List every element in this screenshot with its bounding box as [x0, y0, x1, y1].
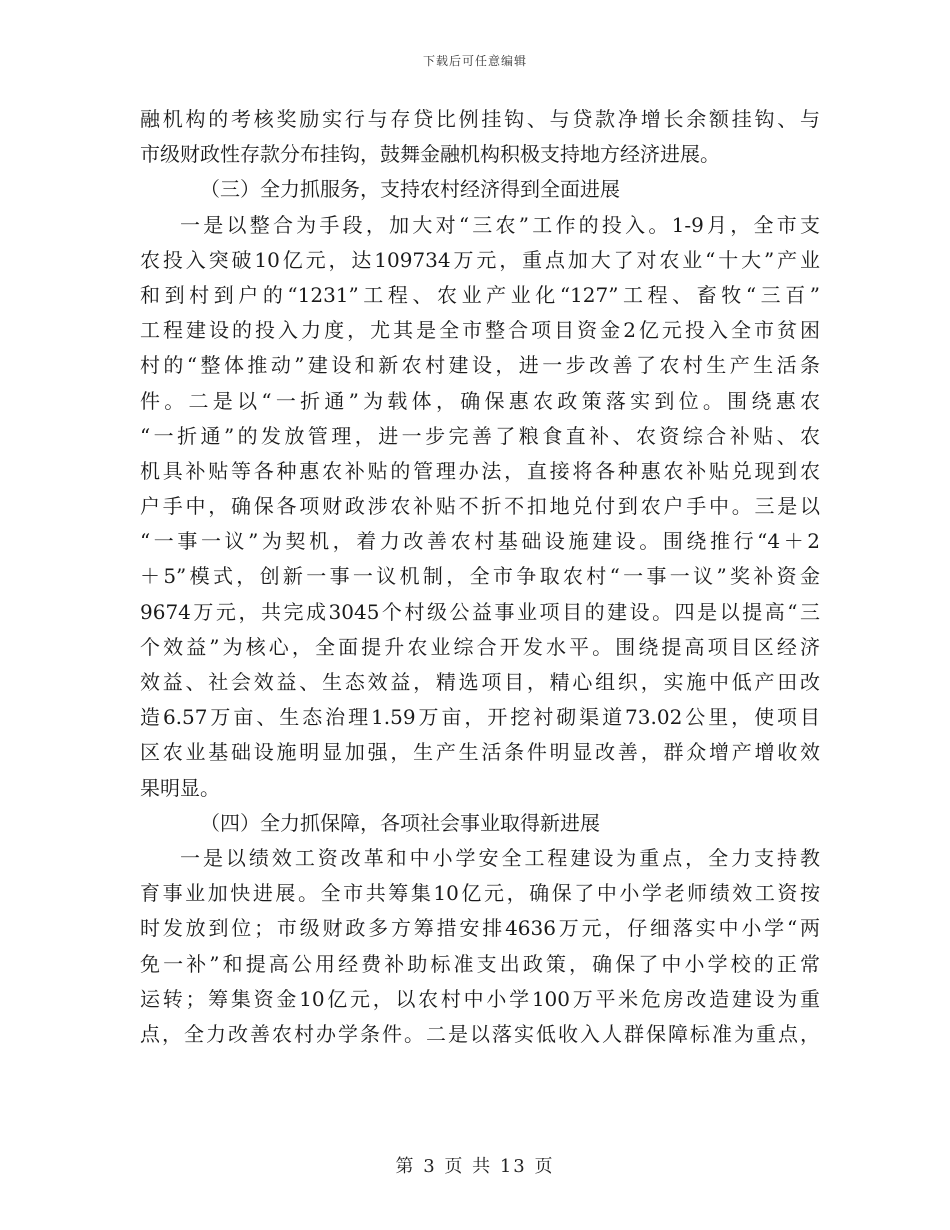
paragraph-line: 村的“整体推动”建设和新农村建设，进一步改善了农村生产生活条: [140, 353, 820, 378]
paragraph-line: 一是以整合为手段，加大对“三农”工作的投入。1-9月，全市支: [180, 212, 820, 237]
paragraph-line: 融机构的考核奖励实行与存贷比例挂钩、与贷款净增长余额挂钩、与: [140, 107, 820, 131]
paragraph-line: 机具补贴等各种惠农补贴的管理办法，直接将各种惠农补贴兑现到农: [140, 458, 820, 483]
paragraph-line: 一是以绩效工资改革和中小学安全工程建设为重点，全力支持教: [180, 845, 820, 870]
paragraph-line: ＋5”模式，创新一事一议机制，全市争取农村“一事一议”奖补资金: [140, 564, 820, 589]
paragraph-line: 和到村到户的“1231”工程、农业产业化“127”工程、畜牧“三百”: [140, 282, 820, 307]
paragraph-line: 农投入突破10亿元，达109734万元，重点加大了对农业“十大”产业: [140, 247, 820, 272]
paragraph-line: 效益、社会效益、生态效益，精选项目，精心组织，实施中低产田改: [140, 670, 820, 694]
paragraph-line: 点，全力改善农村办学条件。二是以落实低收入人群保障标准为重点，: [140, 1021, 820, 1046]
paragraph-line: “一事一议”为契机，着力改善农村基础设施建设。围绕推行“4＋2: [140, 529, 820, 554]
page-number-footer: 第 3 页 共 13 页: [395, 1156, 555, 1177]
paragraph-line: 个效益”为核心，全面提升农业综合开发水平。围绕提高项目区经济: [140, 634, 820, 659]
paragraph-line: 造6.57万亩、生态治理1.59万亩，开挖衬砌渠道73.02公里，使项目: [140, 705, 820, 730]
document-body: [140, 102, 820, 1052]
paragraph-line: 工程建设的投入力度，尤其是全市整合项目资金2亿元投入全市贫困: [140, 318, 820, 343]
section-heading: （三）全力抓服务，支持农村经济得到全面进展: [200, 177, 620, 202]
section-heading: （四）全力抓保障，各项社会事业取得新进展: [200, 810, 600, 835]
paragraph-line: 户手中，确保各项财政涉农补贴不折不扣地兑付到农户手中。三是以: [140, 494, 820, 519]
paragraph-line: 市级财政性存款分布挂钩，鼓舞金融机构积极支持地方经济进展。: [140, 142, 720, 167]
paragraph-line: 件。二是以“一折通”为载体，确保惠农政策落实到位。围绕惠农: [140, 388, 820, 413]
paragraph-line: 区农业基础设施明显加强，生产生活条件明显改善，群众增产增收效: [140, 740, 820, 765]
page-header: 下载后可任意编辑: [422, 54, 527, 68]
paragraph-line: 免一补”和提高公用经费补助标准支出政策，确保了中小学校的正常: [140, 951, 820, 976]
paragraph-line: 育事业加快进展。全市共筹集10亿元，确保了中小学老师绩效工资按: [140, 881, 820, 906]
paragraph-line: 运转；筹集资金10亿元，以农村中小学100万平米危房改造建设为重: [140, 986, 820, 1011]
paragraph-line: 时发放到位；市级财政多方筹措安排4636万元，仔细落实中小学“两: [140, 916, 820, 941]
paragraph-line: “一折通”的发放管理，进一步完善了粮食直补、农资综合补贴、农: [140, 423, 820, 448]
paragraph-line: 果明显。: [140, 775, 220, 800]
paragraph-line: 9674万元，共完成3045个村级公益事业项目的建设。四是以提高“三: [140, 599, 820, 624]
